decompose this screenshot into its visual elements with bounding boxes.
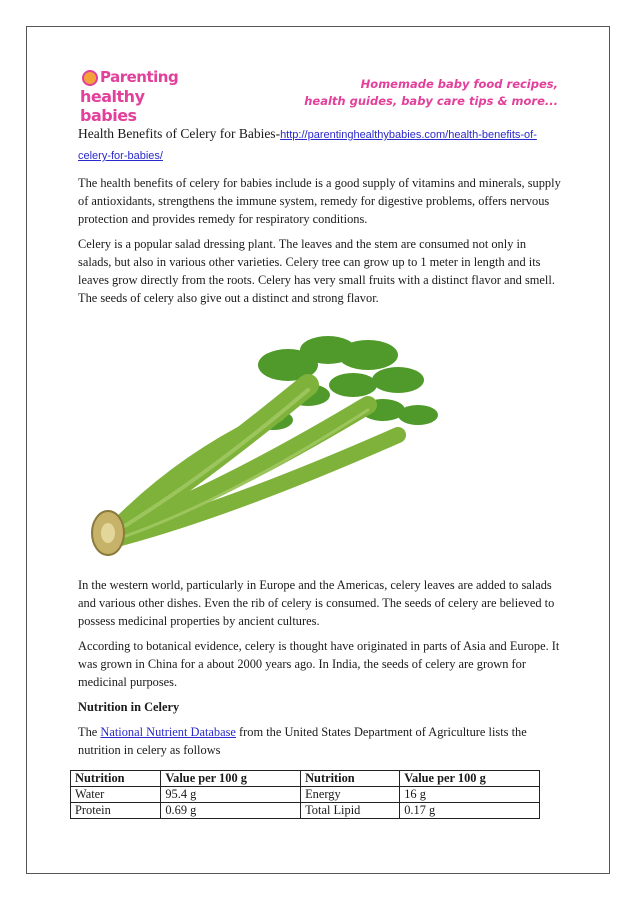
paragraph-western-world: In the western world, particularly in Europe and the Americas, celery leaves are added to salads and various other dishes. Even the rib of celery is consumed. The seeds of celery are believed to possess medicinal properties by ancient cultures.	[78, 578, 555, 628]
article-title-text: Health Benefits of Celery for Babies-	[78, 126, 281, 141]
table-row	[71, 787, 540, 803]
table-cell: Water	[71, 787, 161, 803]
table-header-cell: Value per 100 g	[161, 771, 301, 787]
paragraph-origin: According to botanical evidence, celery is thought have originated in parts of Asia and Europe. It was grown in China for a about 2000 years ago. In India, the seeds of celery are grown for medicinal purposes.	[78, 639, 560, 689]
table-cell: Total Lipid	[301, 803, 400, 819]
table-cell: Energy	[301, 787, 400, 803]
article-body-continued	[78, 576, 562, 766]
article-source-link[interactable]: http://parentinghealthybabies.com/health-benefits-of-celery-for-babies/	[78, 129, 537, 162]
celery-illustration	[78, 325, 558, 570]
table-cell: 95.4 g	[161, 787, 301, 803]
article-title	[78, 124, 562, 166]
site-tagline	[304, 76, 558, 110]
nutrient-database-link[interactable]: National Nutrient Database	[100, 725, 236, 739]
logo-text-line2: healthy babies	[80, 87, 145, 125]
celery-image	[78, 325, 558, 570]
table-row	[71, 803, 540, 819]
paragraph-intro: The health benefits of celery for babies include is a good supply of vitamins and minerals, supply of antioxidants, strengthens the immune system, remedy for digestive problems, offers nervous protection and provides remedy for respiratory conditions.	[78, 176, 561, 226]
paragraph-nutrient-database	[78, 723, 562, 759]
paragraph-prefix: The	[78, 725, 101, 739]
table-header-cell: Nutrition	[71, 771, 161, 787]
table-cell: 0.69 g	[161, 803, 301, 819]
paragraph-suffix: from the United States Department of Agriculture lists the nutrition in celery as follows	[78, 725, 527, 757]
paragraph-about-celery: Celery is a popular salad dressing plant. The leaves and the stem are consumed not only in salads, but also in various other varieties. Celery tree can grow up to 1 meter in length and its leaves grow directly from the roots. Celery has very small fruits with a distinct flavor and smell. The seeds of celery also give out a distinct and strong flavor.	[78, 237, 555, 305]
site-logo[interactable]	[78, 68, 188, 125]
table-header-row	[71, 771, 540, 787]
tagline-line2: health guides, baby care tips & more...	[304, 94, 558, 108]
nutrition-table	[70, 770, 540, 819]
tagline-line1: Homemade baby food recipes,	[360, 77, 558, 91]
table-cell: 16 g	[400, 787, 540, 803]
logo-text-line1: Parenting	[100, 68, 179, 86]
article-body	[78, 124, 562, 314]
table-header-cell: Value per 100 g	[400, 771, 540, 787]
table-header-cell: Nutrition	[301, 771, 400, 787]
nutrition-heading: Nutrition in Celery	[78, 700, 180, 714]
baby-face-icon	[82, 70, 98, 86]
table-cell: 0.17 g	[400, 803, 540, 819]
table-cell: Protein	[71, 803, 161, 819]
